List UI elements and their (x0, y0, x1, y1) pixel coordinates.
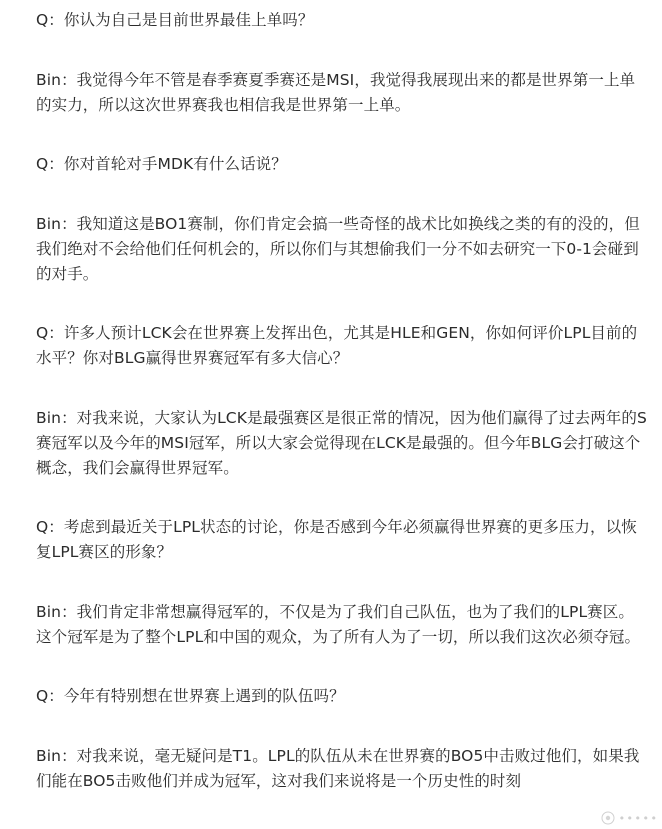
watermark (601, 811, 656, 825)
article-body (36, 8, 648, 794)
answer-3: Bin：对我来说，大家认为LCK是最强赛区是很正常的情况，因为他们赢得了过去两年的S赛冠军以及今年的MSI冠军，所以大家会觉得现在LCK是最强的。但今年BLG会打破这个概念，我们会赢得世界冠军。 (36, 409, 647, 477)
answer-4: Bin：我们肯定非常想赢得冠军的，不仅是为了我们自己队伍，也为了我们的LPL赛区。这个冠军是为了整个LPL和中国的观众，为了所有人为了一切，所以我们这次必须夺冠。 (36, 603, 641, 646)
question-1: Q：你认为自己是目前世界最佳上单吗？ (36, 11, 314, 29)
answer-5: Bin：对我来说，毫无疑问是T1。LPL的队伍从未在世界赛的BO5中击败过他们，如果我们能在BO5击败他们并成为冠军，这对我们来说将是一个历史性的时刻 (36, 747, 640, 790)
question-4: Q：考虑到最近关于LPL状态的讨论，你是否感到今年必须赢得世界赛的更多压力，以恢复LPL赛区的形象？ (36, 518, 637, 561)
answer-2: Bin：我知道这是BO1赛制，你们肯定会搞一些奇怪的战术比如换线之类的有的没的，但我们绝对不会给他们任何机会的，所以你们与其想偷我们一分不如去研究一下0-1会碰到的对手。 (36, 215, 640, 283)
question-3: Q：许多人预计LCK会在世界赛上发挥出色，尤其是HLE和GEN，你如何评价LPL目前的水平？你对BLG赢得世界赛冠军有多大信心？ (36, 324, 638, 367)
answer-1: Bin：我觉得今年不管是春季赛夏季赛还是MSI，我觉得我展现出来的都是世界第一上单的实力，所以这次世界赛我也相信我是世界第一上单。 (36, 71, 636, 114)
weibo-watermark-icon (601, 811, 615, 825)
question-5: Q：今年有特别想在世界赛上遇到的队伍吗？ (36, 687, 345, 705)
watermark-dots-icon: • • • • • (618, 811, 656, 825)
question-2: Q：你对首轮对手MDK有什么话说？ (36, 155, 287, 173)
